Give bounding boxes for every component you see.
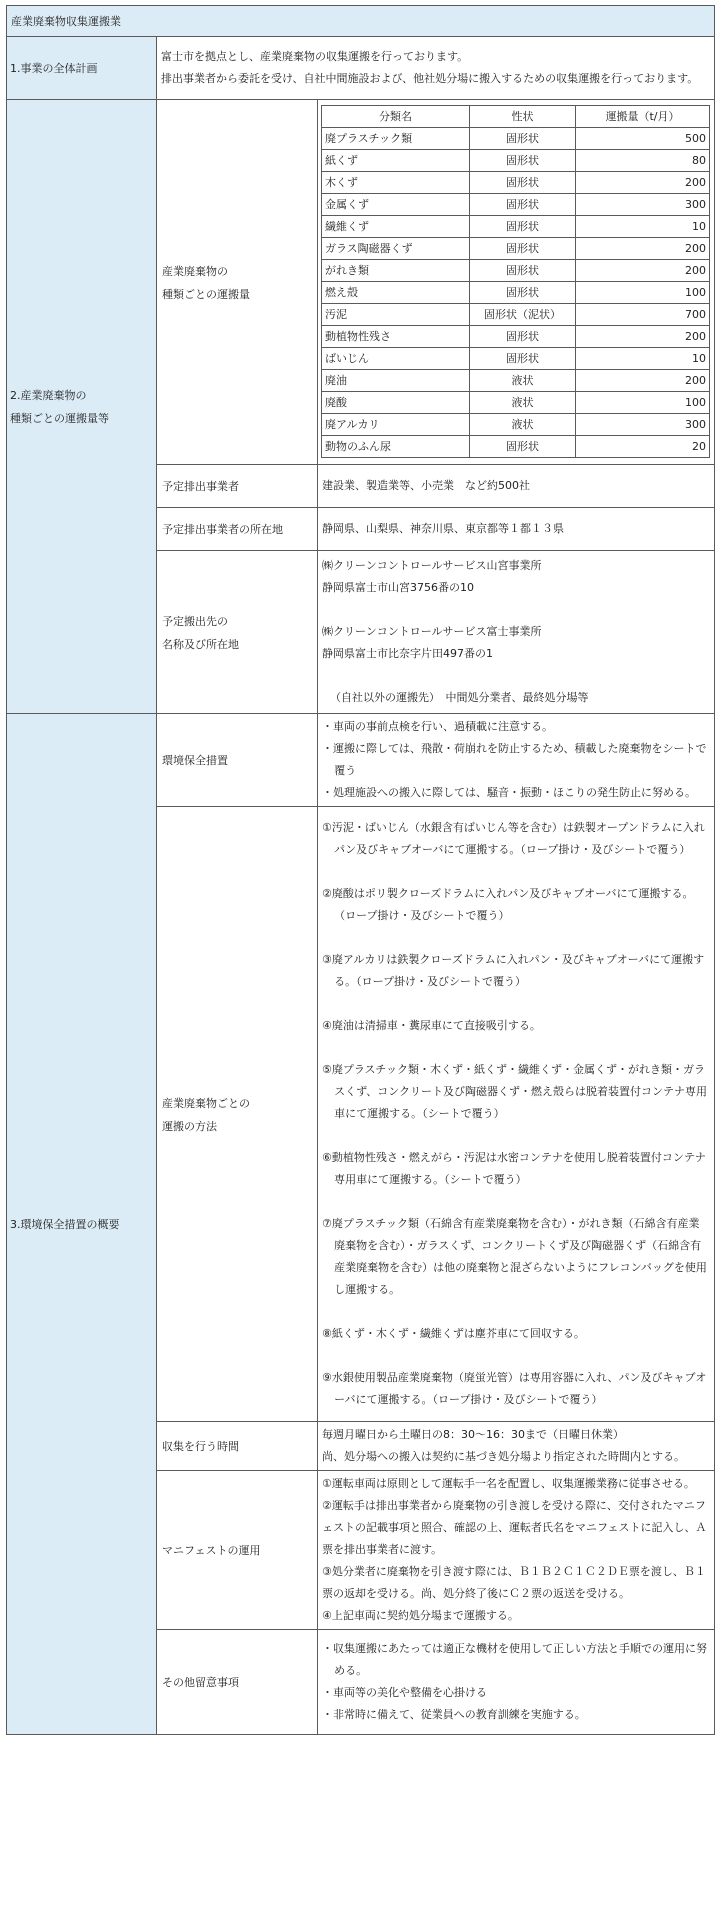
other-notes-label: その他留意事項 — [157, 1630, 318, 1735]
destination-line: 静岡県富士市山宮3756番の10 — [322, 581, 474, 594]
transport-method-spacer — [322, 1125, 710, 1147]
transport-methods-label-line2: 運搬の方法 — [162, 1119, 217, 1133]
waste-table-label-line2: 種類ごとの運搬量 — [162, 287, 250, 301]
waste-amount-cell: 100 — [576, 392, 710, 414]
waste-state-cell: 固形状 — [470, 348, 576, 370]
section-1-line: 排出事業者から委託を受け、自社中間施設および、他社処分場に搬入するための収集運搬を行っております。 — [161, 72, 699, 85]
transport-method-spacer — [322, 993, 710, 1015]
transport-methods-label — [157, 807, 318, 1422]
waste-name-cell: 繊維くず — [322, 216, 470, 238]
transport-method-item: ⑧紙くず・木くず・繊維くずは塵芥車にて回収する。 — [322, 1327, 585, 1340]
waste-table-cell — [318, 100, 715, 465]
waste-table-row — [322, 216, 710, 238]
waste-amount-cell: 500 — [576, 128, 710, 150]
section-1-label: 1.事業の全体計画 — [7, 37, 157, 100]
waste-name-cell: 廃プラスチック類 — [322, 128, 470, 150]
collection-time-line: 毎週月曜日から土曜日の8：30～16：30まで（日曜日休業） — [322, 1428, 624, 1441]
waste-state-cell: 固形状 — [470, 260, 576, 282]
manifest-item: ②運転手は排出事業者から廃棄物の引き渡しを受ける際に、交付されたマニフェストの記載事項と照合、確認の上、運転者氏名をマニフェストに記入し、Ａ票を排出事業者に渡す。 — [322, 1499, 707, 1556]
waste-table-row — [322, 348, 710, 370]
section-1-row — [7, 37, 715, 100]
waste-name-cell: ばいじん — [322, 348, 470, 370]
waste-state-cell: 固形状 — [470, 150, 576, 172]
other-note-item: ・収集運搬にあたっては適正な機材を使用して正しい方法と手順での運用に努める。 — [322, 1642, 707, 1677]
waste-state-cell: 固形状 — [470, 194, 576, 216]
waste-table-row — [322, 128, 710, 150]
transport-method-spacer — [322, 927, 710, 949]
env-measure-item: ・運搬に際しては、飛散・荷崩れを防止するため、積載した廃棄物をシートで覆う — [322, 742, 707, 777]
env-measures-row — [7, 714, 715, 807]
transport-method-item: ①汚泥・ばいじん（水銀含有ばいじん等を含む）は鉄製オープンドラムに入れパン及びキャブオーバにて運搬する。（ロープ掛け・及びシートで覆う） — [322, 821, 705, 856]
business-plan-table — [6, 5, 715, 1735]
waste-amount-cell: 20 — [576, 436, 710, 458]
transport-method-spacer — [322, 1037, 710, 1059]
manifest-label: マニフェストの運用 — [157, 1471, 318, 1630]
section-1-line: 富士市を拠点とし、産業廃棄物の収集運搬を行っております。 — [161, 50, 469, 63]
waste-name-cell: 動植物性残さ — [322, 326, 470, 348]
env-measure-item: ・処理施設への搬入に際しては、騒音・振動・ほこりの発生防止に努める。 — [322, 786, 696, 799]
destination-line: 静岡県富士市比奈字片田497番の1 — [322, 647, 493, 660]
waste-name-cell: 動物のふん尿 — [322, 436, 470, 458]
waste-table-row — [322, 172, 710, 194]
waste-table-row — [322, 436, 710, 458]
waste-table-row — [322, 282, 710, 304]
emitters-label: 予定排出事業者 — [157, 465, 318, 508]
waste-amount-cell: 200 — [576, 172, 710, 194]
document — [6, 5, 714, 1735]
transport-method-spacer — [322, 1191, 710, 1213]
waste-amount-cell: 200 — [576, 326, 710, 348]
transport-method-item: ⑦廃プラスチック類（石綿含有産業廃棄物を含む）・がれき類（石綿含有産業廃棄物を含む）・ガラスくず、コンクリートくず及び陶磁器くず（石綿含有産業廃棄物を含む）は他の廃棄物と混ざらないようにフレコンバッグを使用し運搬する。 — [322, 1217, 707, 1296]
waste-table-row — [322, 370, 710, 392]
waste-amount-cell: 100 — [576, 282, 710, 304]
waste-name-cell: 紙くず — [322, 150, 470, 172]
waste-state-cell: 固形状（泥状） — [470, 304, 576, 326]
transport-method-item: ④廃油は清掃車・糞尿車にて直接吸引する。 — [322, 1019, 541, 1032]
env-measures-label: 環境保全措置 — [157, 714, 318, 807]
section-2-label — [7, 100, 157, 714]
waste-name-cell: 燃え殻 — [322, 282, 470, 304]
manifest-item: ③処分業者に廃棄物を引き渡す際には、Ｂ１Ｂ２Ｃ１Ｃ２ＤＥ票を渡し、Ｂ１票の返却を受ける。尚、処分終了後にＣ２票の返送を受ける。 — [322, 1565, 706, 1600]
waste-state-cell: 液状 — [470, 392, 576, 414]
destination-label — [157, 551, 318, 714]
waste-table-row — [322, 414, 710, 436]
waste-state-cell: 固形状 — [470, 238, 576, 260]
column-header-amount: 運搬量（t/月） — [576, 106, 710, 128]
manifest-content — [318, 1471, 715, 1630]
waste-table-row — [322, 304, 710, 326]
emitter-location-label: 予定排出事業者の所在地 — [157, 508, 318, 551]
waste-amount-cell: 10 — [576, 348, 710, 370]
waste-name-cell: がれき類 — [322, 260, 470, 282]
waste-name-cell: 金属くず — [322, 194, 470, 216]
transport-method-item: ⑤廃プラスチック類・木くず・紙くず・繊維くず・金属くず・がれき類・ガラスくず、コンクリート及び陶磁器くず・燃え殻らは脱着装置付コンテナ専用車にて運搬する。（シートで覆う） — [322, 1063, 707, 1120]
collection-time-line: 尚、処分場への搬入は契約に基づき処分場より指定された時間内とする。 — [322, 1450, 685, 1463]
waste-table-body — [322, 128, 710, 458]
waste-state-cell: 液状 — [470, 414, 576, 436]
title-row — [7, 6, 715, 37]
manifest-item: ④上記車両に契約処分場まで運搬する。 — [322, 1609, 519, 1622]
section-1-content — [157, 37, 715, 100]
section-2-label-line2: 種類ごとの運搬量等 — [10, 412, 109, 425]
waste-amount-cell: 700 — [576, 304, 710, 326]
waste-table-row — [322, 150, 710, 172]
transport-method-spacer — [322, 861, 710, 883]
waste-amount-cell: 200 — [576, 260, 710, 282]
manifest-item: ①運転車両は原則として運転手一名を配置し、収集運搬業務に従事させる。 — [322, 1477, 695, 1490]
waste-state-cell: 固形状 — [470, 282, 576, 304]
destination-line: （自社以外の運搬先） 中間処分業者、最終処分場等 — [330, 691, 589, 704]
transport-method-item: ⑨水銀使用製品産業廃棄物（廃蛍光管）は専用容器に入れ、パン及びキャブオーバにて運搬する。（ロープ掛け・及びシートで覆う） — [322, 1371, 707, 1406]
document-title: 産業廃棄物収集運搬業 — [7, 6, 715, 37]
env-measures-content — [318, 714, 715, 807]
transport-method-spacer — [322, 1345, 710, 1367]
waste-table-row — [322, 392, 710, 414]
emitters-value: 建設業、製造業等、小売業 など約500社 — [318, 465, 715, 508]
waste-state-cell: 固形状 — [470, 172, 576, 194]
waste-state-cell: 固形状 — [470, 436, 576, 458]
transport-method-item: ③廃アルカリは鉄製クローズドラムに入れパン・及びキャブオーバにて運搬する。（ロープ掛け・及びシートで覆う） — [322, 953, 705, 988]
waste-table-row — [322, 260, 710, 282]
destination-content — [318, 551, 715, 714]
waste-amount-cell: 200 — [576, 370, 710, 392]
waste-table-row — [322, 194, 710, 216]
waste-type-table — [321, 105, 710, 458]
section-3-label: 3.環境保全措置の概要 — [7, 714, 157, 1735]
waste-name-cell: 木くず — [322, 172, 470, 194]
waste-state-cell: 液状 — [470, 370, 576, 392]
waste-table-row — [322, 238, 710, 260]
transport-method-spacer — [322, 1301, 710, 1323]
waste-name-cell: 汚泥 — [322, 304, 470, 326]
other-note-item: ・車両等の美化や整備を心掛ける — [322, 1686, 487, 1699]
column-header-state: 性状 — [470, 106, 576, 128]
transport-method-item: ⑥動植物性残さ・燃えがら・汚泥は水密コンテナを使用し脱着装置付コンテナ専用車にて運搬する。（シートで覆う） — [322, 1151, 706, 1186]
waste-name-cell: 廃酸 — [322, 392, 470, 414]
column-header-name: 分類名 — [322, 106, 470, 128]
collection-time-content — [318, 1422, 715, 1471]
waste-name-cell: 廃油 — [322, 370, 470, 392]
transport-methods-label-line1: 産業廃棄物ごとの — [162, 1096, 250, 1110]
destination-spacer — [322, 599, 710, 621]
transport-method-item: ②廃酸はポリ製クローズドラムに入れパン及びキャブオーバにて運搬する。（ロープ掛け・及びシートで覆う） — [322, 887, 694, 922]
other-notes-content — [318, 1630, 715, 1735]
waste-amount-cell: 300 — [576, 414, 710, 436]
collection-time-label: 収集を行う時間 — [157, 1422, 318, 1471]
destination-label-line2: 名称及び所在地 — [162, 637, 239, 651]
destination-line: ㈱クリーンコントロールサービス富士事業所 — [322, 625, 542, 638]
emitter-location-value: 静岡県、山梨県、神奈川県、東京都等１都１３県 — [318, 508, 715, 551]
waste-amount-cell: 300 — [576, 194, 710, 216]
transport-methods-content — [318, 807, 715, 1422]
waste-state-cell: 固形状 — [470, 128, 576, 150]
waste-amount-cell: 10 — [576, 216, 710, 238]
waste-name-cell: ガラス陶磁器くず — [322, 238, 470, 260]
waste-table-label — [157, 100, 318, 465]
waste-state-cell: 固形状 — [470, 216, 576, 238]
destination-line: ㈱クリーンコントロールサービス山宮事業所 — [322, 559, 542, 572]
waste-table-row — [322, 326, 710, 348]
waste-state-cell: 固形状 — [470, 326, 576, 348]
waste-name-cell: 廃アルカリ — [322, 414, 470, 436]
waste-table-row — [7, 100, 715, 465]
section-2-label-line1: 2.産業廃棄物の — [10, 389, 87, 402]
other-note-item: ・非常時に備えて、従業員への教育訓練を実施する。 — [322, 1708, 586, 1721]
waste-table-header — [322, 106, 710, 128]
waste-amount-cell: 80 — [576, 150, 710, 172]
destination-spacer — [322, 665, 710, 687]
waste-table-label-line1: 産業廃棄物の — [162, 264, 228, 278]
waste-amount-cell: 200 — [576, 238, 710, 260]
destination-label-line1: 予定搬出先の — [162, 614, 228, 628]
env-measure-item: ・車両の事前点検を行い、過積載に注意する。 — [322, 720, 553, 733]
